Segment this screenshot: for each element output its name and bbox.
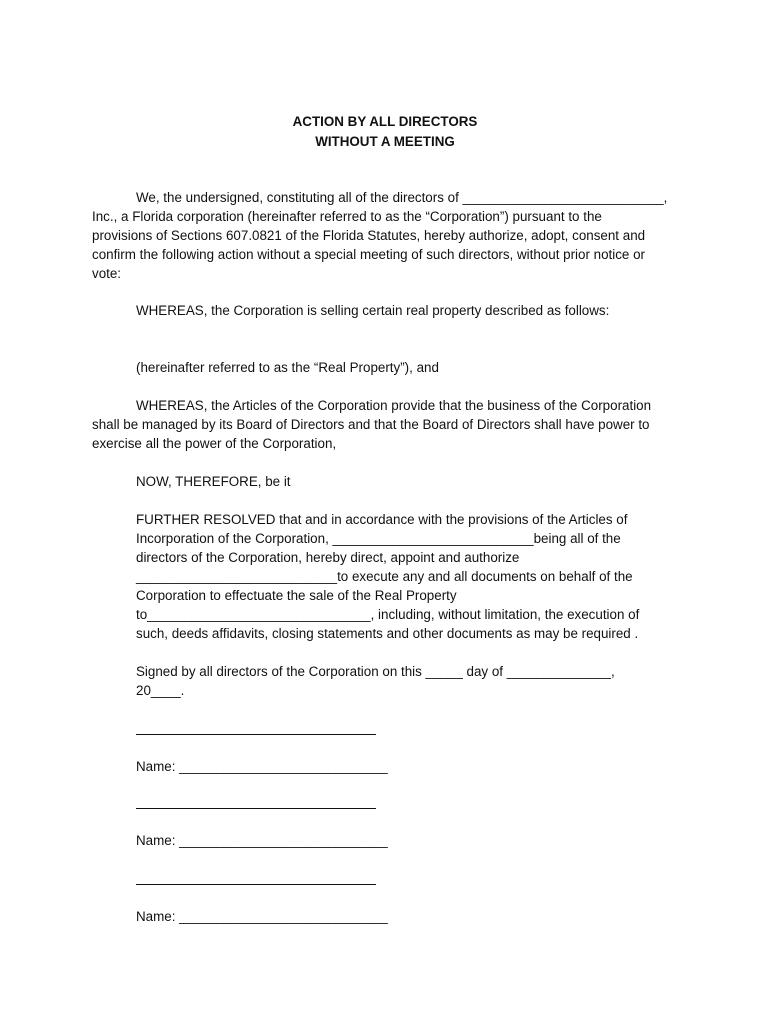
resolved-line-4: ___________________________to execute any and all documents on behalf of the (136, 569, 633, 584)
document-title-line-2: WITHOUT A MEETING (315, 134, 455, 149)
whereas-property-line: WHEREAS, the Corporation is selling certain real property described as follows: (136, 303, 610, 318)
signature-line (136, 734, 376, 735)
signed-date-line-1: Signed by all directors of the Corporation on this _____ day of ______________, (136, 664, 615, 679)
resolved-line-5: Corporation to effectuate the sale of the Real Property (136, 588, 457, 603)
whereas-articles-line-1: WHEREAS, the Articles of the Corporation provide that the business of the Corporation (136, 398, 652, 413)
signed-date-line-2: 20____. (136, 683, 185, 698)
intro-line-4: confirm the following action without a special meeting of such directors, without prior notice or (92, 247, 646, 262)
resolved-line-7: such, deeds affidavits, closing statements and other documents as may be required . (136, 626, 639, 641)
resolved-line-6: to______________________________, including, without limitation, the execution of (136, 607, 640, 622)
director-name-line: Name: ____________________________ (136, 909, 388, 924)
now-therefore-line: NOW, THEREFORE, be it (136, 474, 291, 489)
signature-line (136, 884, 376, 885)
signature-line (136, 808, 376, 809)
director-name-line: Name: ____________________________ (136, 759, 388, 774)
director-name-line: Name: ____________________________ (136, 833, 388, 848)
resolved-line-3: directors of the Corporation, hereby direct, appoint and authorize (136, 550, 520, 565)
resolved-line-1: FURTHER RESOLVED that and in accordance with the provisions of the Articles of (136, 512, 628, 527)
whereas-articles-line-3: exercise all the power of the Corporation, (92, 436, 337, 451)
intro-line-1: We, the undersigned, constituting all of the directors of ___________________________, (136, 190, 668, 205)
intro-line-3: provisions of Sections 607.0821 of the Florida Statutes, hereby authorize, adopt, consent and (92, 228, 646, 243)
document-title-line-1: ACTION BY ALL DIRECTORS (292, 114, 478, 129)
intro-line-5: vote: (92, 266, 122, 281)
intro-line-2: Inc., a Florida corporation (hereinafter referred to as the “Corporation”) pursuant to the (92, 209, 602, 224)
resolved-line-2: Incorporation of the Corporation, ___________________________being all of the (136, 531, 621, 546)
whereas-articles-line-2: shall be managed by its Board of Directors and that the Board of Directors shall have power to (92, 417, 650, 432)
real-property-line: (hereinafter referred to as the “Real Property”), and (136, 360, 439, 375)
